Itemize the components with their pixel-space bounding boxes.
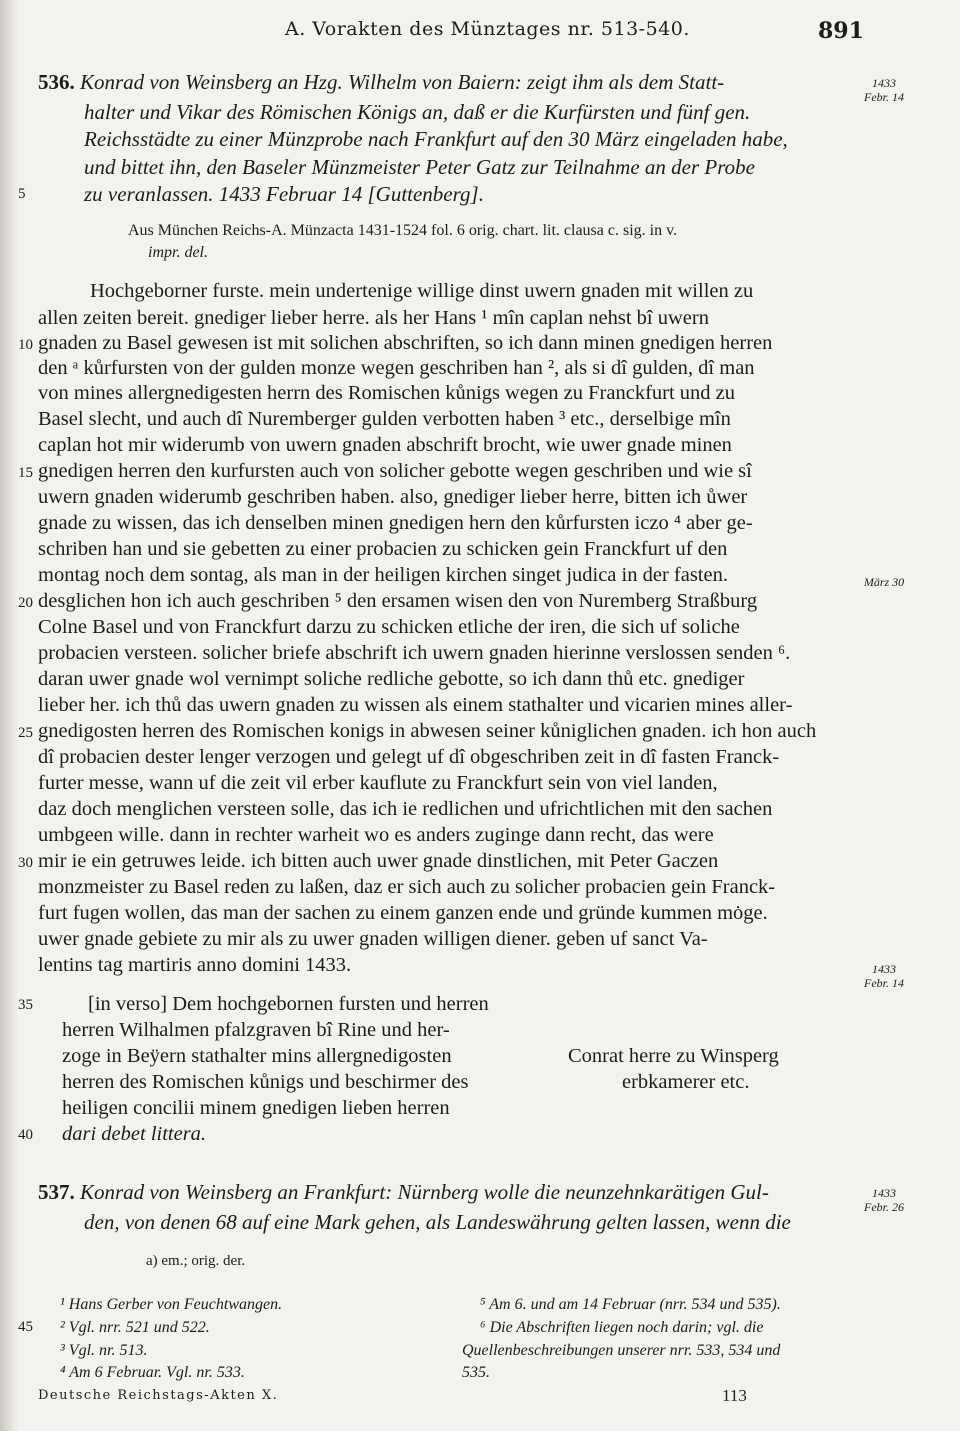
body-line: gnedigosten herren des Romischen konigs in abwesen seiner kůniglichen gnaden. ich hon auch	[38, 720, 817, 742]
margin-date: 1433 Febr. 14	[864, 962, 904, 990]
footnote: ⁵ Am 6. und am 14 Februar (nrr. 534 und 535).	[480, 1296, 781, 1313]
page-number: 891	[818, 18, 864, 44]
doc536-heading-line-2: halter und Vikar des Römischen Königs an, daß er die Kurfürsten und fünf gen.	[84, 100, 751, 124]
line-number: 20	[18, 595, 33, 611]
margin-date: 1433 Febr. 14	[864, 76, 904, 104]
doc537-heading-line-1: 537. Konrad von Weinsberg an Frankfurt: Nürnberg wolle die neunzehnkarätigen Gul-	[38, 1180, 769, 1204]
doc536-source-line-1: Aus München Reichs-A. Münzacta 1431-1524 fol. 6 orig. chart. lit. clausa c. sig. in v.	[128, 222, 678, 239]
line-number: 45	[18, 1319, 33, 1335]
body-line: uwer gnade gebiete zu mir als zu uwer gnaden willigen diener. geben uf sanct Va-	[38, 928, 708, 950]
running-head	[0, 18, 960, 48]
footer-series: Deutsche Reichstags-Akten X.	[38, 1388, 279, 1403]
body-line: allen zeiten bereit. gnediger lieber herre. als her Hans ¹ mîn caplan nehst bî uwern	[38, 307, 709, 329]
body-line: mir ie ein getruwes leide. ich bitten auch uwer gnade dinstlichen, mit Peter Gaczen	[38, 850, 719, 872]
address-line: herren des Romischen kůnigs und beschirmer des	[62, 1071, 469, 1093]
line-number: 10	[18, 337, 33, 353]
variant-note: a) em.; orig. der.	[146, 1253, 246, 1269]
body-line: Colne Basel und von Franckfurt darzu zu schicken etliche der iren, die sich uf soliche	[38, 616, 740, 638]
body-line: caplan hot mir widerumb von uwern gnaden abschrift brocht, wie uwer gnade minen	[38, 434, 732, 456]
body-line: gnade zu wissen, das ich denselben minen gnedigen hern den kůrfursten iczo ⁴ aber ge-	[38, 512, 753, 534]
body-line: Basel slecht, und auch dî Nuremberger gulden verbotten haben ³ etc., derselbige mîn	[38, 408, 731, 430]
body-line: desglichen hon ich auch geschriben ⁵ den ersamen wisen den von Nuremberg Straßburg	[38, 590, 758, 612]
body-line: von mines allergnedigesten herrn des Romischen kůnigs wegen zu Franckfurt und zu	[38, 382, 736, 404]
binding-shadow	[0, 0, 18, 1431]
doc536-number: 536.	[38, 70, 75, 94]
doc536-source-line-2: impr. del.	[148, 244, 208, 261]
body-line: Hochgeborner furste. mein undertenige willige dinst uwern gnaden mit willen zu	[90, 280, 754, 302]
signature-line: Conrat herre zu Winsperg	[568, 1045, 779, 1067]
running-head-title: A. Vorakten des Münztages nr. 513-540.	[285, 18, 690, 40]
body-line: schriben han und sie gebetten zu einer probacien zu schicken gein Franckfurt uf den	[38, 538, 728, 560]
address-line: herren Wilhalmen pfalzgraven bî Rine und her-	[62, 1019, 450, 1041]
body-line: den ᵃ kůrfursten von der gulden monze wegen geschriben han ², als si dî gulden, dî man	[38, 357, 755, 379]
address-line: zoge in Beÿern stathalter mins allergnedigosten	[62, 1045, 452, 1067]
footnote: Quellenbeschreibungen unserer nrr. 533, 534 und	[462, 1342, 781, 1359]
footnote: ¹ Hans Gerber von Feuchtwangen.	[60, 1296, 283, 1313]
address-line: [in verso] Dem hochgebornen fursten und herren	[88, 993, 489, 1015]
line-number: 15	[18, 465, 33, 481]
doc536-heading-line-3: Reichsstädte zu einer Münzprobe nach Frankfurt auf den 30 März eingeladen habe,	[84, 127, 788, 151]
doc537-number: 537.	[38, 1180, 75, 1204]
body-line: umbgeen wille. dann in rechter warheit wo es anders zuginge dann recht, das were	[38, 824, 714, 846]
footnote: ⁴ Am 6 Februar. Vgl. nr. 533.	[60, 1364, 245, 1381]
body-line: lentins tag martiris anno domini 1433.	[38, 954, 352, 976]
margin-date: März 30	[863, 575, 905, 589]
doc536-heading-line-4: und bittet ihn, den Baseler Münzmeister Peter Gatz zur Teilnahme an der Probe	[84, 155, 755, 179]
doc536-heading-line-1: 536. Konrad von Weinsberg an Hzg. Wilhelm von Baiern: zeigt ihm als dem Statt-	[38, 70, 725, 94]
body-line: probacien versteen. solicher briefe abschrift ich uwern gnaden hierinne verslossen senden ⁶.	[38, 642, 791, 664]
body-line: gnaden zu Basel gewesen ist mit solichen abschriften, so ich dann minen gnedigen herren	[38, 332, 773, 354]
margin-date: 1433 Febr. 26	[864, 1186, 904, 1214]
address-line: dari debet littera.	[62, 1123, 207, 1145]
body-line: montag noch dem sontag, als man in der heiligen kirchen singet judica in der fasten.	[38, 564, 728, 586]
address-line: heiligen concilii minem gnedigen lieben herren	[62, 1097, 450, 1119]
signature-line: erbkamerer etc.	[622, 1071, 750, 1093]
body-line: furt fugen wollen, das man der sachen zu einem ganzen ende und gründe kummen mȯge.	[38, 902, 768, 924]
body-line: lieber her. ich thů das uwern gnaden zu wissen als einem stathalter und vicarien mines aller-	[38, 694, 793, 716]
footer-signature: 113	[722, 1386, 747, 1405]
line-number: 35	[18, 997, 33, 1013]
body-line: daz doch menglichen versteen solle, das ich ie redlichen und ufrichtlichen mit den sachen	[38, 798, 773, 820]
line-number: 5	[18, 186, 26, 202]
line-number: 40	[18, 1127, 33, 1143]
line-number: 25	[18, 725, 33, 741]
footnote: 535.	[462, 1364, 490, 1381]
body-line: monzmeister zu Basel reden zu laßen, daz er sich auch zu solicher probacien gein Franck-	[38, 876, 776, 898]
body-line: furter messe, wann uf die zeit vil erber kauflute zu Franckfurt sein von viel landen,	[38, 772, 718, 794]
footnote: ² Vgl. nrr. 521 und 522.	[60, 1319, 210, 1336]
footnote: ⁶ Die Abschriften liegen noch darin; vgl. die	[480, 1319, 764, 1336]
line-number: 30	[18, 855, 33, 871]
doc536-heading-line-5: zu veranlassen. 1433 Februar 14 [Guttenberg].	[84, 182, 484, 206]
body-line: gnedigen herren den kurfursten auch von solicher gebotte wegen geschriben und wie sî	[38, 460, 752, 482]
body-line: dî probacien dester lenger verzogen und gelegt uf dî obgeschriben zeit in dî fasten Franck-	[38, 746, 780, 768]
body-line: daran uwer gnade wol vernimpt soliche redliche gebotte, so ich dann thů etc. gnediger	[38, 668, 745, 690]
doc537-heading-line-2: den, von denen 68 auf eine Mark gehen, als Landeswährung gelten lassen, wenn die	[84, 1210, 791, 1234]
footnote: ³ Vgl. nr. 513.	[60, 1342, 148, 1359]
body-line: uwern gnaden widerumb geschriben haben. also, gnediger lieber herre, bitten ich ůwer	[38, 486, 748, 508]
